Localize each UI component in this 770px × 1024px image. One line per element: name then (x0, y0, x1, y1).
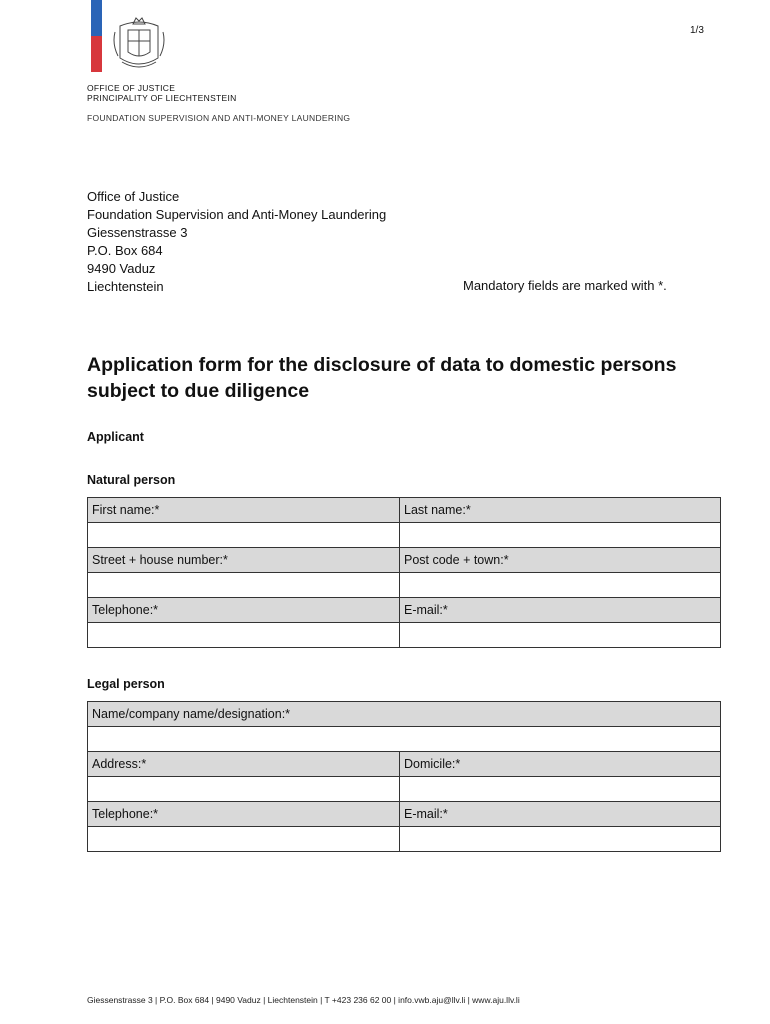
page-title: Application form for the disclosure of data to domestic persons subject to due diligence (87, 354, 677, 402)
address-label: Address:* (88, 752, 400, 777)
natural-person-table (87, 497, 721, 648)
natural-person-heading: Natural person (87, 473, 176, 487)
domicile-label: Domicile:* (400, 752, 721, 777)
address-line: Liechtenstein (87, 279, 164, 294)
domicile-field[interactable] (400, 777, 721, 802)
table-row (88, 598, 721, 623)
applicant-heading: Applicant (87, 430, 144, 444)
liechtenstein-flag-bar (91, 0, 102, 72)
address-line: Foundation Supervision and Anti-Money Laundering (87, 207, 387, 222)
street-label: Street + house number:* (88, 548, 400, 573)
table-row (88, 777, 721, 802)
legal-email-label: E-mail:* (400, 802, 721, 827)
legal-person-heading: Legal person (87, 677, 165, 691)
legal-telephone-label: Telephone:* (88, 802, 400, 827)
coat-of-arms-icon (112, 14, 166, 74)
company-name-label: Name/company name/designation:* (88, 702, 721, 727)
table-row (88, 573, 721, 598)
table-row (88, 802, 721, 827)
address-line: Office of Justice (87, 189, 180, 204)
flag-red-stripe (91, 36, 102, 72)
office-heading (87, 83, 237, 103)
office-subtitle: PRINCIPALITY OF LIECHTENSTEIN (87, 93, 237, 103)
page-number: 1/3 (690, 25, 704, 36)
legal-email-field[interactable] (400, 827, 721, 852)
last-name-field[interactable] (400, 523, 721, 548)
address-line: 9490 Vaduz (87, 261, 156, 276)
street-field[interactable] (88, 573, 400, 598)
address-line: P.O. Box 684 (87, 243, 163, 258)
table-row (88, 498, 721, 523)
table-row (88, 623, 721, 648)
company-name-field[interactable] (88, 727, 721, 752)
page-footer: Giessenstrasse 3 | P.O. Box 684 | 9490 Vaduz | Liechtenstein | T +423 236 62 00 | info.vwb.aju@llv.li | www.aju.llv.li (87, 995, 520, 1005)
department-name: FOUNDATION SUPERVISION AND ANTI-MONEY LAUNDERING (87, 113, 351, 123)
legal-telephone-field[interactable] (88, 827, 400, 852)
table-row (88, 827, 721, 852)
table-row (88, 752, 721, 777)
last-name-label: Last name:* (400, 498, 721, 523)
first-name-field[interactable] (88, 523, 400, 548)
office-title: OFFICE OF JUSTICE (87, 83, 176, 93)
address-line: Giessenstrasse 3 (87, 225, 188, 240)
table-row (88, 548, 721, 573)
post-code-field[interactable] (400, 573, 721, 598)
telephone-label: Telephone:* (88, 598, 400, 623)
flag-blue-stripe (91, 0, 102, 36)
email-label: E-mail:* (400, 598, 721, 623)
telephone-field[interactable] (88, 623, 400, 648)
legal-person-table (87, 701, 721, 852)
post-code-label: Post code + town:* (400, 548, 721, 573)
table-row (88, 702, 721, 727)
recipient-address (87, 188, 386, 296)
table-row (88, 523, 721, 548)
first-name-label: First name:* (88, 498, 400, 523)
email-field[interactable] (400, 623, 721, 648)
mandatory-fields-notice: Mandatory fields are marked with *. (463, 278, 667, 293)
address-field[interactable] (88, 777, 400, 802)
table-row (88, 727, 721, 752)
